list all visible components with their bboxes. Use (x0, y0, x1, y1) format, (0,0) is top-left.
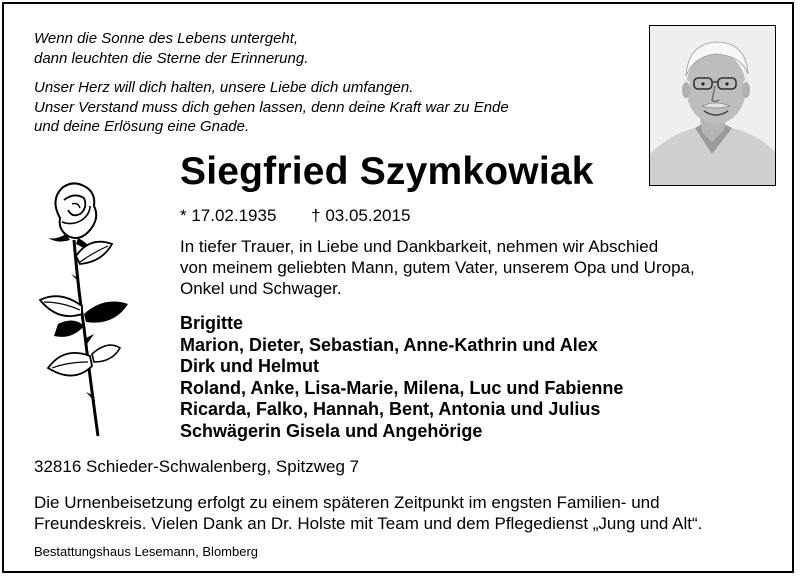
portrait-image (650, 26, 775, 185)
family-line: Dirk und Helmut (180, 356, 320, 376)
mourning-line: von meinem geliebten Mann, gutem Vater, unserem Opa und Uropa, (180, 258, 695, 277)
poem-stanza-1 (34, 29, 308, 68)
address: 32816 Schieder-Schwalenberg, Spitzweg 7 (34, 457, 360, 476)
funeral-line: Freundeskreis. Vielen Dank an Dr. Holste mit Team und dem Pflegedienst „Jung und Alt“. (34, 514, 703, 533)
poem-line: und deine Erlösung eine Gnade. (34, 118, 250, 135)
deceased-name: Siegfried Szymkowiak (180, 150, 594, 193)
family-line: Brigitte (180, 313, 243, 333)
family-line: Roland, Anke, Lisa-Marie, Milena, Luc und Fabienne (180, 377, 624, 398)
family-list (180, 313, 623, 442)
mourning-line: In tiefer Trauer, in Liebe und Dankbarkeit, nehmen wir Abschied (180, 237, 659, 256)
funeral-note (34, 492, 702, 534)
rose-icon (28, 178, 138, 438)
family-line: Ricarda, Falko, Hannah, Bent, Antonia und Julius (180, 399, 601, 419)
mourning-text (180, 236, 695, 299)
poem-line: dann leuchten die Sterne der Erinnerung. (34, 49, 309, 67)
mourning-line: Onkel und Schwager. (180, 279, 342, 298)
portrait-photo (649, 25, 776, 186)
undertaker: Bestattungshaus Lesemann, Blomberg (34, 544, 259, 559)
poem-stanza-2 (34, 78, 509, 137)
family-line: Schwägerin Gisela und Angehörige (180, 420, 483, 441)
poem-line: Unser Herz will dich halten, unsere Liebe dich umfangen. (34, 79, 414, 96)
poem-line: Wenn die Sonne des Lebens untergeht, (34, 30, 299, 47)
death-date: † 03.05.2015 (311, 206, 411, 225)
birth-date: * 17.02.1935 (180, 206, 277, 225)
family-line: Marion, Dieter, Sebastian, Anne-Kathrin und Alex (180, 334, 598, 355)
poem-line: Unser Verstand muss dich gehen lassen, denn deine Kraft war zu Ende (34, 98, 509, 116)
life-dates (180, 206, 410, 226)
funeral-line: Die Urnenbeisetzung erfolgt zu einem späteren Zeitpunkt im engsten Familien- und (34, 493, 660, 512)
